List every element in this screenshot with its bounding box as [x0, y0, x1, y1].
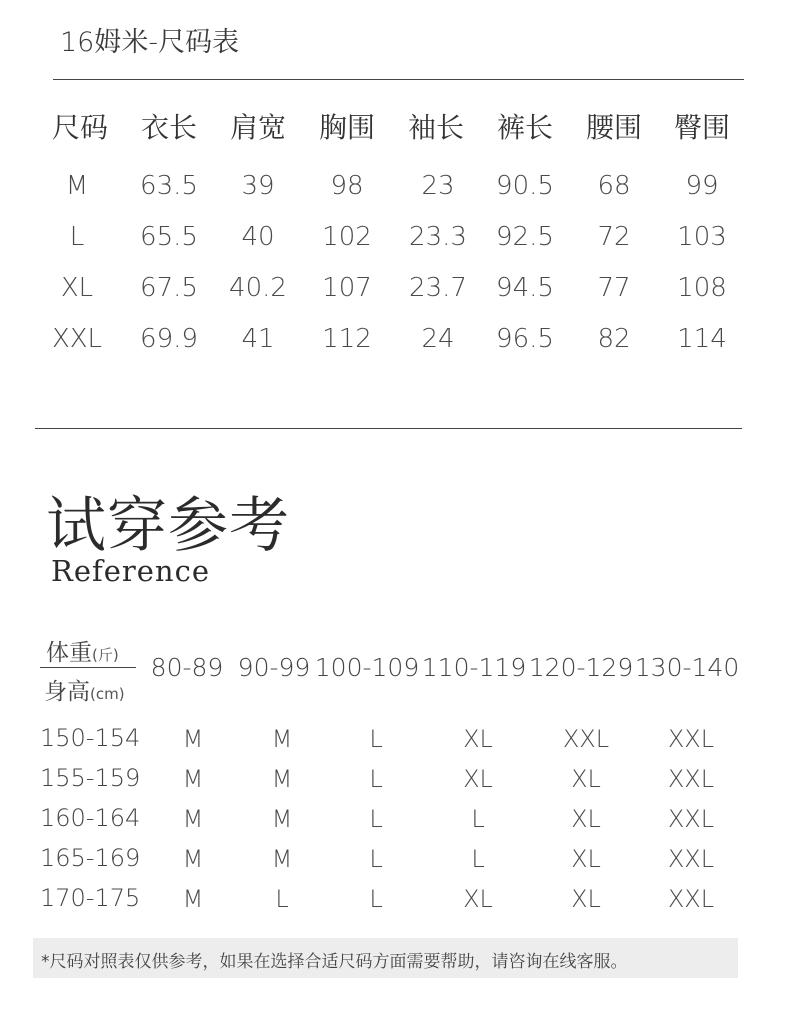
recommended-size-cell: XXL [667, 845, 715, 873]
measurement-cell: 67.5 [140, 273, 198, 303]
recommended-size-cell: XXL [667, 765, 715, 793]
corner-height-label: 身高 [44, 679, 90, 705]
recommended-size-cell: M [271, 765, 293, 793]
disclaimer-note [33, 938, 738, 978]
corner-weight [46, 634, 119, 667]
height-range-cell: 165-169 [40, 844, 141, 872]
measurement-cell: 41 [241, 324, 275, 354]
measurement-cell: 108 [677, 273, 727, 303]
recommended-size-cell: L [471, 845, 485, 873]
weight-range-header: 120-129 [528, 653, 634, 682]
recommended-size-cell: XL [571, 845, 601, 873]
recommended-size-cell: XL [571, 885, 601, 913]
measurement-cell: 39 [241, 171, 275, 201]
header-sleeve: 袖长 [407, 111, 464, 144]
recommended-size-cell: XL [571, 805, 601, 833]
recommended-size-cell: L [369, 725, 383, 753]
header-waist: 腰围 [585, 111, 642, 144]
recommended-size-cell: XXL [562, 725, 610, 753]
measurement-cell: 90.5 [496, 171, 554, 201]
size-label-cell: L [69, 222, 85, 252]
corner-height-unit: (cm) [90, 685, 125, 703]
header-chest: 胸围 [318, 111, 375, 144]
size-label-cell: XL [60, 273, 94, 303]
measurement-cell: 72 [597, 222, 631, 252]
recommended-size-cell: L [275, 885, 289, 913]
section-divider [35, 428, 742, 429]
header-pants-length: 裤长 [496, 111, 553, 144]
corner-weight-label: 体重 [46, 640, 92, 666]
recommended-size-cell: M [182, 765, 204, 793]
measurement-cell: 107 [322, 273, 372, 303]
recommended-size-cell: M [271, 725, 293, 753]
title-divider [53, 79, 744, 80]
recommended-size-cell: M [182, 725, 204, 753]
measurement-cell: 112 [322, 324, 372, 354]
corner-divider [40, 667, 136, 668]
recommended-size-cell: XL [463, 885, 493, 913]
recommended-size-cell: XL [463, 725, 493, 753]
size-chart-title: 16姆米-尺码表 [60, 27, 240, 58]
recommended-size-cell: XXL [667, 885, 715, 913]
size-label-cell: M [65, 171, 89, 201]
measurement-cell: 65.5 [140, 222, 198, 252]
recommended-size-cell: XXL [667, 725, 715, 753]
height-range-cell: 155-159 [40, 764, 141, 792]
weight-range-header: 100-109 [314, 653, 420, 682]
recommended-size-cell: XXL [667, 805, 715, 833]
weight-range-header: 130-140 [634, 653, 740, 682]
measurement-cell: 102 [322, 222, 372, 252]
measurement-cell: 23 [421, 171, 455, 201]
recommended-size-cell: L [369, 845, 383, 873]
size-label-cell: XXL [51, 324, 103, 354]
recommended-size-cell: M [182, 805, 204, 833]
weight-range-header: 80-89 [150, 653, 224, 682]
reference-title: 试穿参考 [46, 491, 290, 561]
measurement-cell: 114 [677, 324, 727, 354]
measurement-cell: 94.5 [496, 273, 554, 303]
corner-height [44, 673, 125, 706]
recommended-size-cell: L [471, 805, 485, 833]
recommended-size-cell: XL [571, 765, 601, 793]
measurement-cell: 92.5 [496, 222, 554, 252]
reference-subtitle: Reference [51, 554, 210, 588]
header-length: 衣长 [140, 111, 197, 144]
corner-weight-unit: (斤) [92, 646, 119, 664]
measurement-cell: 40.2 [229, 273, 287, 303]
weight-range-header: 90-99 [237, 653, 311, 682]
recommended-size-cell: M [271, 845, 293, 873]
recommended-size-cell: M [182, 845, 204, 873]
measurement-cell: 99 [685, 171, 719, 201]
recommended-size-cell: M [182, 885, 204, 913]
measurement-cell: 98 [330, 171, 364, 201]
measurement-cell: 103 [677, 222, 727, 252]
recommended-size-cell: L [369, 805, 383, 833]
recommended-size-cell: L [369, 885, 383, 913]
measurement-cell: 40 [241, 222, 275, 252]
recommended-size-cell: M [271, 805, 293, 833]
measurement-cell: 69.9 [140, 324, 198, 354]
measurement-cell: 23.7 [409, 273, 467, 303]
measurement-cell: 63.5 [140, 171, 198, 201]
measurement-cell: 77 [597, 273, 631, 303]
measurement-cell: 24 [421, 324, 455, 354]
measurement-cell: 68 [597, 171, 631, 201]
height-range-cell: 160-164 [40, 804, 141, 832]
weight-range-header: 110-119 [421, 653, 527, 682]
measurement-cell: 82 [597, 324, 631, 354]
disclaimer-text: *尺码对照表仅供参考，如果在选择合适尺码方面需要帮助，请咨询在线客服。 [41, 952, 628, 972]
header-shoulder: 肩宽 [229, 111, 286, 144]
header-hip: 臀围 [673, 111, 730, 144]
measurement-cell: 96.5 [496, 324, 554, 354]
measurement-cell: 23.3 [409, 222, 467, 252]
height-range-cell: 170-175 [40, 884, 141, 912]
recommended-size-cell: XL [463, 765, 493, 793]
height-range-cell: 150-154 [40, 724, 141, 752]
header-size: 尺码 [51, 111, 108, 144]
recommended-size-cell: L [369, 765, 383, 793]
